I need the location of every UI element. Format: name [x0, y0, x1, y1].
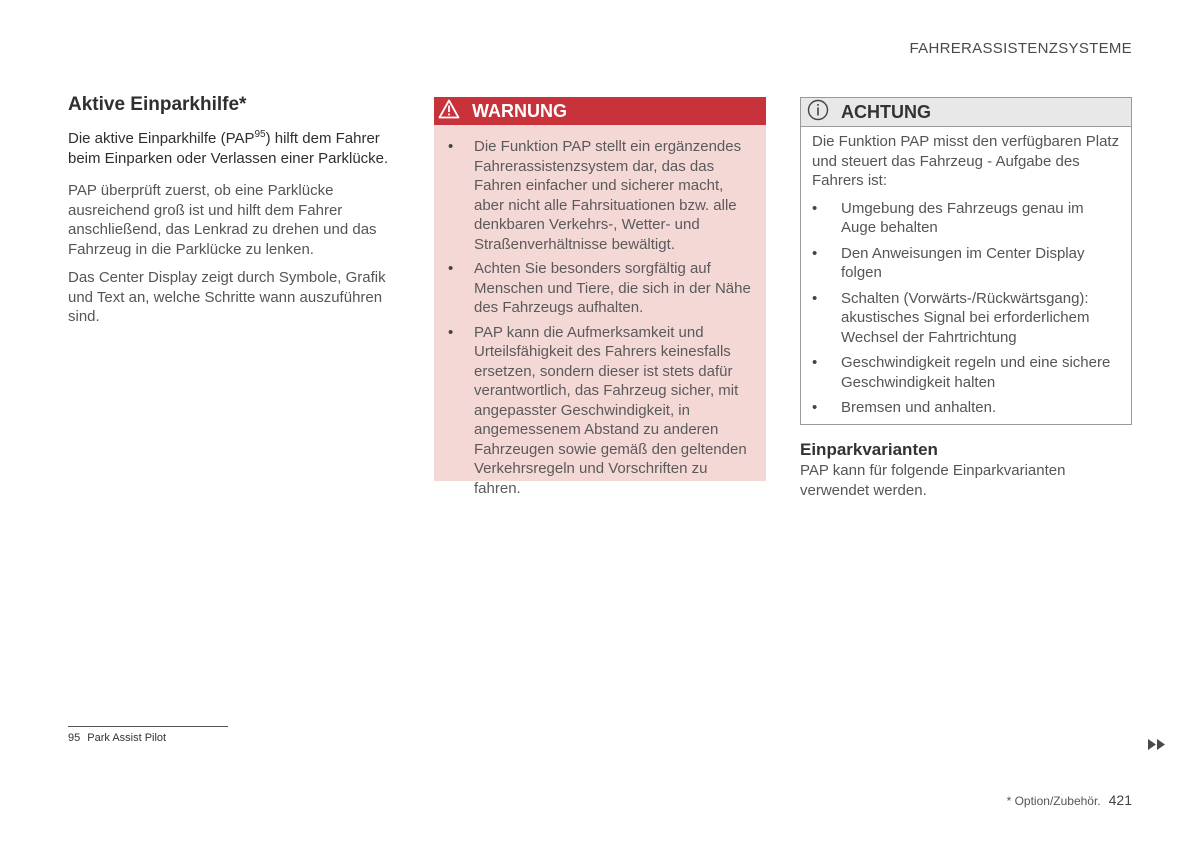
warning-item: • Achten Sie besonders sorgfältig auf Menschen und Tiere, die sich in der Nähe des Fahrzeugs aufhalten. [448, 259, 752, 318]
warning-header [434, 97, 766, 125]
page-number: 421 [1108, 792, 1132, 808]
caution-box [800, 97, 1132, 425]
caution-item: • Bremsen und anhalten. [812, 398, 1121, 418]
caution-item: • Geschwindigkeit regeln und eine sichere Geschwindigkeit halten [812, 353, 1121, 392]
caution-header [801, 98, 1131, 127]
intro-paragraph [68, 125, 406, 169]
footnote-number: 95 [68, 732, 81, 744]
main-column [68, 94, 406, 336]
option-note: * Option/Zubehör. [1006, 794, 1101, 808]
caution-list [801, 199, 1131, 418]
caution-title: ACHTUNG [841, 101, 931, 122]
double-triangle-right-icon[interactable] [1148, 737, 1166, 755]
warning-title: WARNUNG [472, 100, 567, 121]
variants-section [800, 440, 1130, 500]
caution-item: • Umgebung des Fahrzeugs genau im Auge behalten [812, 199, 1121, 238]
caution-item: • Den Anweisungen im Center Display folgen [812, 244, 1121, 283]
caution-item: • Schalten (Vorwärts-/Rückwärtsgang): akustisches Signal bei erforderlichem Wechsel der Fahrtrichtung [812, 289, 1121, 348]
intro-text-start: Die aktive Einparkhilfe (PAP [68, 130, 255, 147]
info-circle-icon [807, 99, 829, 126]
body-paragraph: PAP überprüft zuerst, ob eine Parklücke ausreichend groß ist und hilft dem Fahrer anschließend, das Lenkrad zu drehen und das Fahrzeug in die Parklücke zu lenken. [68, 182, 377, 258]
footnote [68, 732, 166, 744]
caution-intro: Die Funktion PAP misst den verfügbaren Platz und steuert das Fahrzeug - Aufgabe des Fahrers ist: [812, 133, 1120, 189]
warning-box [434, 97, 766, 497]
section-header: FAHRERASSISTENZSYSTEME [909, 40, 1132, 57]
warning-item: • Die Funktion PAP stellt ein ergänzendes Fahrerassistenzsystem dar, das das Fahren einfacher und sicherer macht, aber nicht alle Fahrsituationen bzw. alle denkbaren Verkehrs-, Wetter- und Straßenverhältnisse bewältigt. [448, 137, 752, 254]
body-paragraph: Das Center Display zeigt durch Symbole, Grafik und Text an, welche Schritte wann auszuführen sind. [68, 269, 386, 325]
variants-title: Einparkvarianten [800, 440, 938, 459]
footnote-divider [68, 726, 228, 727]
intro-text-end: ) hilft dem Fahrer beim Einparken oder Verlassen einer Parklücke. [68, 130, 389, 167]
warning-item: • PAP kann die Aufmerksamkeit und Urteilsfähigkeit des Fahrers keinesfalls ersetzen, sondern dieser ist stets dafür verantwortlich, das Fahrzeug sicher, mit angepasster Geschwindigkeit, in angemessenem Abstand zu anderen Fahrzeugen sowie gemäß den geltenden Verkehrsregeln und Vorschriften zu fahren. [448, 323, 752, 499]
page-title: Aktive Einparkhilfe* [68, 94, 247, 115]
page-footer [1007, 792, 1132, 808]
variants-text: PAP kann für folgende Einparkvarianten verwendet werden. [800, 462, 1066, 499]
warning-list [434, 125, 766, 498]
warning-triangle-icon [438, 99, 460, 124]
footnote-text: Park Assist Pilot [87, 732, 167, 744]
footnote-reference[interactable]: 95 [254, 129, 266, 140]
